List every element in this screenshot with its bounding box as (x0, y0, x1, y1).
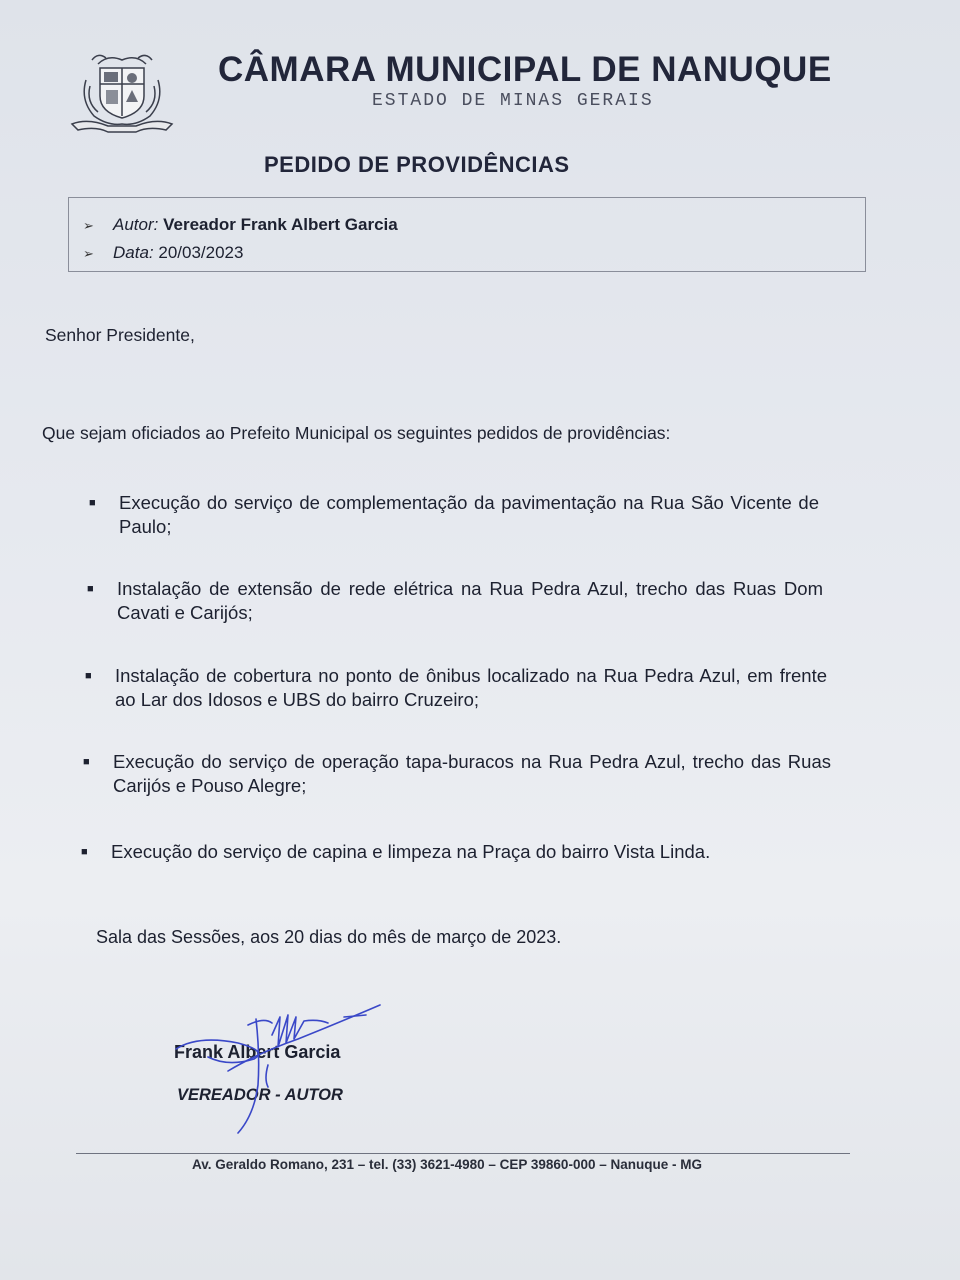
request-text: Instalação de cobertura no ponto de ônibus localizado na Rua Pedra Azul, em frente ao Lar dos Idosos e UBS do bairro Cruzeiro; (115, 665, 827, 710)
request-item (87, 577, 823, 625)
author-info-box (68, 197, 866, 272)
date-value: 20/03/2023 (158, 243, 244, 262)
author-label: Autor: (113, 215, 159, 234)
footer-divider (76, 1153, 850, 1154)
date-label: Data: (113, 243, 154, 262)
request-item (83, 750, 831, 798)
signer-name: Frank Albert Garcia (174, 1042, 341, 1062)
closing-line: Sala das Sessões, aos 20 dias do mês de março de 2023. (96, 927, 562, 947)
request-text: Execução do serviço de capina e limpeza na Praça do bairro Vista Linda. (111, 841, 711, 862)
author-value: Vereador Frank Albert Garcia (163, 215, 398, 234)
request-item (81, 840, 836, 864)
square-bullet-icon: ■ (81, 846, 88, 858)
handwritten-signature (168, 995, 388, 1140)
organization-name: CÂMARA MUNICIPAL DE NANUQUE (218, 50, 832, 89)
intro-paragraph: Que sejam oficiados ao Prefeito Municipal os seguintes pedidos de providências: (42, 423, 671, 443)
coat-of-arms-logo (68, 50, 176, 136)
square-bullet-icon: ■ (83, 756, 90, 768)
salutation: Senhor Presidente, (45, 325, 195, 345)
square-bullet-icon: ■ (89, 497, 96, 509)
request-item (89, 491, 819, 539)
request-text: Instalação de extensão de rede elétrica na Rua Pedra Azul, trecho das Ruas Dom Cavati e Carijós; (117, 578, 823, 623)
author-row (83, 215, 398, 235)
footer-address: Av. Geraldo Romano, 231 – tel. (33) 3621-4980 – CEP 39860-000 – Nanuque - MG (192, 1157, 702, 1172)
arrow-bullet-icon: ➢ (83, 246, 94, 261)
request-text: Execução do serviço de complementação da pavimentação na Rua São Vicente de Paulo; (119, 492, 819, 537)
square-bullet-icon: ■ (85, 670, 92, 682)
request-text: Execução do serviço de operação tapa-buracos na Rua Pedra Azul, trecho das Ruas Carijós e Pouso Alegre; (113, 751, 831, 796)
signer-role: VEREADOR - AUTOR (177, 1086, 343, 1104)
state-name: ESTADO DE MINAS GERAIS (372, 91, 654, 111)
document-title: PEDIDO DE PROVIDÊNCIAS (264, 152, 570, 177)
date-row (83, 243, 243, 263)
square-bullet-icon: ■ (87, 583, 94, 595)
request-item (85, 664, 827, 712)
arrow-bullet-icon: ➢ (83, 218, 94, 233)
